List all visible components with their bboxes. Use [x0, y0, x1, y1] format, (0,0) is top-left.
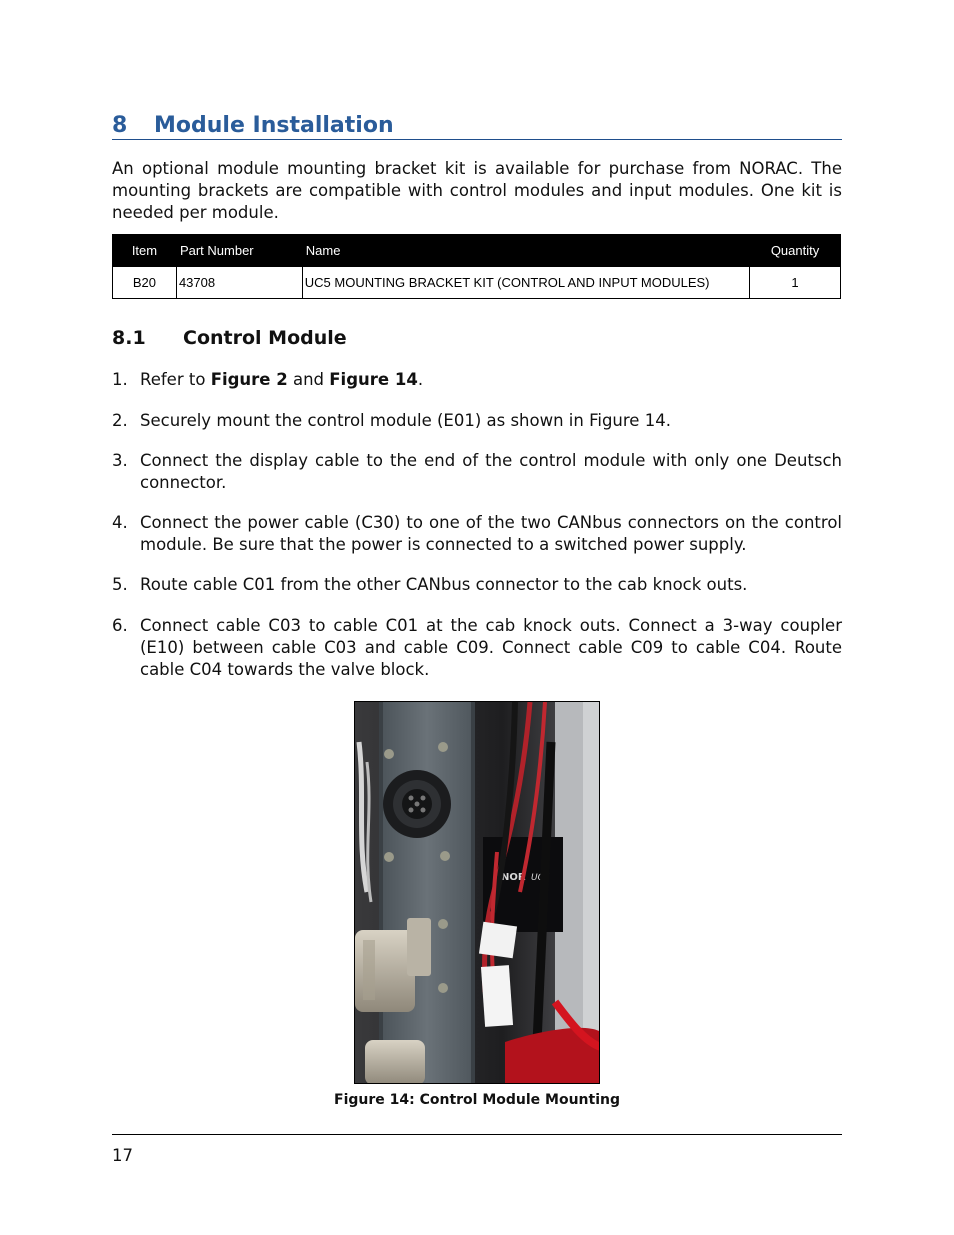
- module-label-uc5: UC5: [531, 873, 550, 883]
- figure-caption: Figure 14: Control Module Mounting: [334, 1092, 620, 1108]
- col-header-quantity: Quantity: [750, 235, 841, 267]
- module-label-nor: NOR: [501, 872, 526, 883]
- subsection-heading: [112, 325, 347, 351]
- step-text: Connect cable C03 to cable C01 at the cab knock outs. Connect a 3-way coupler (E10) between cable C03 and cable C09. Connect cable C09 to cable C04. Route cable C04 towards the valve block.: [140, 616, 842, 679]
- step-number: 3.: [112, 451, 128, 470]
- step-number: 5.: [112, 575, 128, 594]
- page-number: 17: [112, 1146, 133, 1165]
- step-number: 6.: [112, 616, 128, 635]
- cell-quantity: 1: [750, 267, 841, 299]
- parts-table: [112, 234, 841, 299]
- step-text: Connect the power cable (C30) to one of the two CANbus connectors on the control module. Be sure that the power is connected to a switched power supply.: [140, 513, 842, 554]
- cell-part-number: 43708: [176, 267, 302, 299]
- step-text: Connect the display cable to the end of the control module with only one Deutsch connector.: [140, 451, 842, 492]
- step-text: Route cable C01 from the other CANbus connector to the cab knock outs.: [140, 575, 748, 594]
- table-header-row: [113, 235, 841, 267]
- footer-divider: [112, 1134, 842, 1135]
- col-header-item: Item: [113, 235, 177, 267]
- col-header-name: Name: [302, 235, 749, 267]
- intro-paragraph: An optional module mounting bracket kit is available for purchase from NORAC. The mounting brackets are compatible with control modules and input modules. One kit is needed per module.: [112, 159, 842, 222]
- step-number: 4.: [112, 513, 128, 532]
- col-header-part-number: Part Number: [176, 235, 302, 267]
- figure-ref: Figure 2: [210, 370, 288, 389]
- subsection-number: 8.1: [112, 327, 146, 349]
- section-heading: [112, 112, 842, 140]
- subsection-title: Control Module: [183, 327, 347, 349]
- step-number: 2.: [112, 411, 128, 430]
- step-text: Refer to Figure 2 and Figure 14.: [140, 370, 424, 389]
- table-row: [113, 267, 841, 299]
- figure-ref: Figure 14: [329, 370, 418, 389]
- section-title: Module Installation: [154, 113, 394, 138]
- step-number: 1.: [112, 370, 128, 389]
- cell-item: B20: [113, 267, 177, 299]
- step-text: Securely mount the control module (E01) as shown in Figure 14.: [140, 411, 671, 430]
- cell-name: UC5 MOUNTING BRACKET KIT (CONTROL AND INPUT MODULES): [302, 267, 749, 299]
- control-module-photo: [354, 701, 600, 1084]
- section-number: 8: [112, 113, 128, 138]
